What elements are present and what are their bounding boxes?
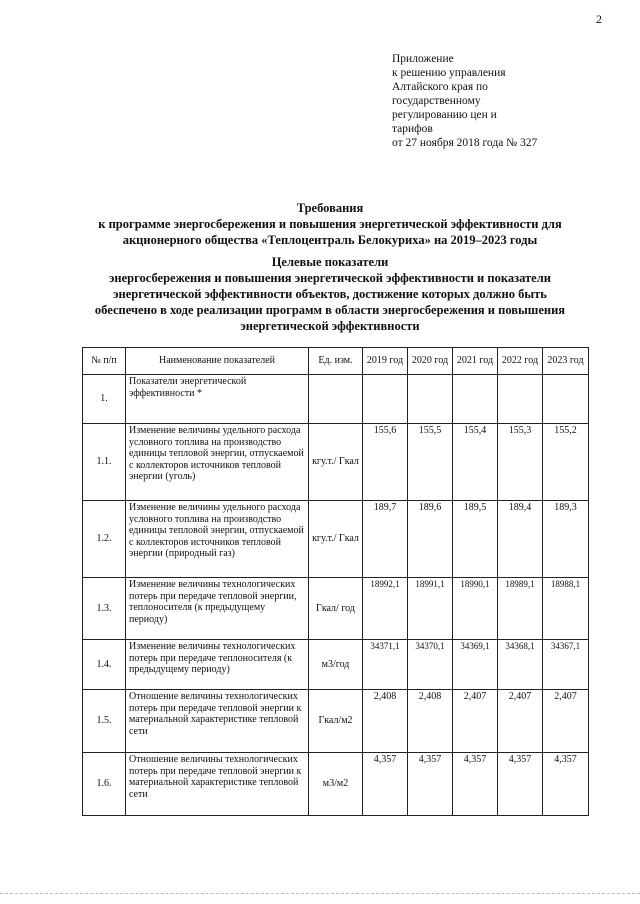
appendix-line: государственному bbox=[392, 95, 481, 107]
row-unit bbox=[309, 375, 363, 424]
row-value: 4,357 bbox=[363, 753, 408, 816]
row-num: 1.1. bbox=[83, 424, 126, 501]
section-subtitle bbox=[30, 254, 630, 334]
table-row bbox=[83, 578, 589, 640]
row-value: 4,357 bbox=[498, 753, 543, 816]
row-value: 2,407 bbox=[543, 690, 589, 753]
row-value bbox=[543, 375, 589, 424]
row-unit: Гкал/м2 bbox=[309, 690, 363, 753]
row-unit: Гкал/ год bbox=[309, 578, 363, 640]
header-year: 2019 год bbox=[363, 348, 408, 375]
row-num: 1.6. bbox=[83, 753, 126, 816]
row-value: 34368,1 bbox=[498, 640, 543, 690]
table-row bbox=[83, 375, 589, 424]
subtitle-line: энергетической эффективности объектов, достижение которых должно быть bbox=[113, 287, 547, 301]
row-num: 1.5. bbox=[83, 690, 126, 753]
row-value: 155,2 bbox=[543, 424, 589, 501]
row-num: 1. bbox=[83, 375, 126, 424]
header-year: 2020 год bbox=[408, 348, 453, 375]
appendix-line: Приложение bbox=[392, 53, 454, 65]
row-value: 18992,1 bbox=[363, 578, 408, 640]
subtitle-line: обеспечено в ходе реализации программ в области энергосбережения и повышения bbox=[94, 303, 566, 317]
subtitle-line: энергосбережения и повышения энергетической эффективности и показатели bbox=[109, 271, 551, 285]
row-unit: м3/м2 bbox=[309, 753, 363, 816]
row-value: 189,7 bbox=[363, 501, 408, 578]
table-row bbox=[83, 640, 589, 690]
header-name: Наименование показателей bbox=[126, 348, 309, 375]
appendix-line: тарифов bbox=[392, 123, 433, 135]
row-name: Изменение величины удельного расхода условного топлива на производство единицы тепловой энергии, отпускаемой с коллекторов источников тепловой энергии (природный газ) bbox=[126, 501, 309, 578]
row-unit: кгу.т./ Гкал bbox=[309, 501, 363, 578]
row-value: 4,357 bbox=[543, 753, 589, 816]
row-value: 189,3 bbox=[543, 501, 589, 578]
row-num: 1.2. bbox=[83, 501, 126, 578]
header-year: 2021 год bbox=[453, 348, 498, 375]
row-value: 189,5 bbox=[453, 501, 498, 578]
indicators-table bbox=[82, 347, 589, 816]
page-number: 2 bbox=[596, 12, 602, 26]
row-value: 2,408 bbox=[363, 690, 408, 753]
subtitle-line: энергетической эффективности bbox=[240, 319, 420, 333]
row-value: 2,408 bbox=[408, 690, 453, 753]
appendix-line: Алтайского края по bbox=[392, 81, 488, 93]
row-value: 18990,1 bbox=[453, 578, 498, 640]
row-name: Изменение величины технологических потерь при передаче теплоносителя (к предыдущему периоду) bbox=[126, 640, 309, 690]
row-value: 155,5 bbox=[408, 424, 453, 501]
row-value bbox=[453, 375, 498, 424]
row-value: 34371,1 bbox=[363, 640, 408, 690]
row-value: 189,4 bbox=[498, 501, 543, 578]
row-value: 2,407 bbox=[453, 690, 498, 753]
row-value: 4,357 bbox=[408, 753, 453, 816]
row-value: 18988,1 bbox=[543, 578, 589, 640]
appendix-line: к решению управления bbox=[392, 67, 506, 79]
subtitle-line: Целевые показатели bbox=[271, 255, 389, 269]
row-value: 155,3 bbox=[498, 424, 543, 501]
row-value: 2,407 bbox=[498, 690, 543, 753]
document-title bbox=[30, 200, 630, 248]
table-row bbox=[83, 424, 589, 501]
row-name: Изменение величины удельного расхода условного топлива на производство единицы тепловой энергии, отпускаемой с коллекторов источников тепловой энергии (уголь) bbox=[126, 424, 309, 501]
appendix-note bbox=[392, 52, 592, 150]
table-header-row bbox=[83, 348, 589, 375]
page-edge-divider bbox=[0, 893, 640, 894]
header-unit: Ед. изм. bbox=[309, 348, 363, 375]
row-num: 1.4. bbox=[83, 640, 126, 690]
table-row bbox=[83, 501, 589, 578]
row-value bbox=[498, 375, 543, 424]
row-unit: м3/год bbox=[309, 640, 363, 690]
header-num: № п/п bbox=[83, 348, 126, 375]
title-line: акционерного общества «Теплоцентраль Белокуриха» на 2019–2023 годы bbox=[122, 233, 538, 247]
row-value bbox=[408, 375, 453, 424]
header-year: 2023 год bbox=[543, 348, 589, 375]
row-value: 155,4 bbox=[453, 424, 498, 501]
title-line: к программе энергосбережения и повышения энергетической эффективности для bbox=[98, 217, 562, 231]
appendix-line: от 27 ноября 2018 года № 327 bbox=[392, 137, 538, 149]
row-unit: кгу.т./ Гкал bbox=[309, 424, 363, 501]
row-value: 18989,1 bbox=[498, 578, 543, 640]
row-name: Показатели энергетической эффективности * bbox=[126, 375, 309, 424]
table-row bbox=[83, 690, 589, 753]
row-name: Отношение величины технологических потерь при передаче тепловой энергии к материальной характеристике тепловой сети bbox=[126, 690, 309, 753]
row-value: 4,357 bbox=[453, 753, 498, 816]
table-row bbox=[83, 753, 589, 816]
row-num: 1.3. bbox=[83, 578, 126, 640]
row-value: 155,6 bbox=[363, 424, 408, 501]
row-name: Отношение величины технологических потерь при передаче тепловой энергии к материальной характеристике тепловой сети bbox=[126, 753, 309, 816]
row-value: 189,6 bbox=[408, 501, 453, 578]
row-value: 18991,1 bbox=[408, 578, 453, 640]
row-name: Изменение величины технологических потерь при передаче тепловой энергии, теплоносителя (к предыдущему периоду) bbox=[126, 578, 309, 640]
row-value: 34369,1 bbox=[453, 640, 498, 690]
header-year: 2022 год bbox=[498, 348, 543, 375]
row-value: 34367,1 bbox=[543, 640, 589, 690]
appendix-line: регулированию цен и bbox=[392, 109, 497, 121]
row-value: 34370,1 bbox=[408, 640, 453, 690]
title-line: Требования bbox=[296, 201, 364, 215]
row-value bbox=[363, 375, 408, 424]
